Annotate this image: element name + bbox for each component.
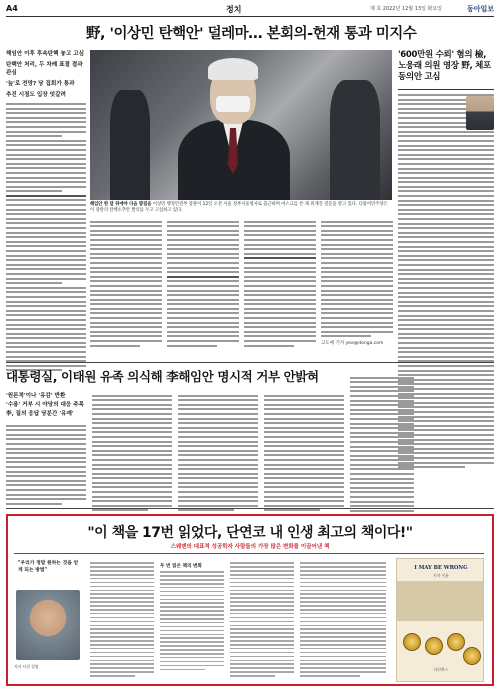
book-publisher: 다산북스 xyxy=(433,667,449,672)
ad-column-heading: 두 번 읽은 책의 변화 xyxy=(160,564,202,569)
story1-subhead: '늪'로 전망? 당 집회가 통과 xyxy=(6,81,75,87)
paper-name: 동아일보 xyxy=(466,4,494,13)
story2-subhead: '원론적'이나 '유감' 반환 xyxy=(6,393,66,399)
text-column xyxy=(264,392,344,514)
story1-subhead: 추진 시점도 입장 엇갈려 xyxy=(6,92,66,98)
award-medal-icon xyxy=(463,647,481,665)
author-photo-caption: 저자 사진 설명 xyxy=(14,664,39,669)
text-column xyxy=(92,392,172,514)
story1-body-text xyxy=(6,103,86,371)
story2-subhead: '수용' 거부 시 야당의 대응 주목 xyxy=(6,402,85,408)
ad-text-column xyxy=(300,560,386,679)
text-column xyxy=(244,218,316,349)
issue-date: 제 호 2022년 12월 13일 화요일 xyxy=(369,6,442,12)
book-cover-art xyxy=(397,581,483,621)
sidebar-headline: '600만원 수뢰' 혐의 檢, 노웅래 의원 영장 野, 체포동의안 고심 xyxy=(398,50,491,82)
story1-subhead: 탄핵안 처리, 두 차례 표결 결과 관심 xyxy=(6,62,83,76)
caption-text: 이상민 행정안전부 장관이 12일 오전 서울 정부서울청사로 출근하며 마스크를 쓴 채 취재진 질문을 받고 있다. 더불어민주당은 이 장관의 탄핵소추안 발의를 두고 고심하고 있다. xyxy=(90,202,388,213)
author-photo xyxy=(16,590,80,660)
story2-subheads xyxy=(6,392,88,419)
text-column xyxy=(167,218,239,349)
caption-lead: 해임안 한 달 뒤에야 다음 발걸음 xyxy=(90,202,152,207)
news-photo xyxy=(90,50,392,200)
story1-body-columns xyxy=(90,218,392,358)
book-advertisement xyxy=(6,514,494,686)
book-cover xyxy=(396,558,484,682)
ad-text-column xyxy=(230,560,294,679)
ad-lead-quote: "우리가 정말 원하는 것을 얻게 되는 방법" xyxy=(18,561,79,573)
sidebar-photo xyxy=(466,96,494,130)
text-column xyxy=(6,422,86,507)
story2-subhead: 李, 질의 응답 당분간 '유예' xyxy=(6,411,74,417)
text-column xyxy=(350,374,414,519)
ad-text-column xyxy=(90,560,154,679)
award-medal-icon xyxy=(447,633,465,651)
ad-divider xyxy=(6,508,494,509)
ad-text-column xyxy=(160,560,224,672)
text-column xyxy=(321,218,393,346)
award-medal-icon xyxy=(403,633,421,651)
section-divider xyxy=(6,362,494,363)
story1-byline: 고도예 기자 yea@donga.com xyxy=(321,341,384,347)
ad-headline: "이 책을 17번 읽었다, 단연코 내 인생 최고의 책이다!" xyxy=(87,525,413,541)
text-column xyxy=(178,392,258,514)
page-number: A4 xyxy=(6,4,18,13)
book-author: 저자 이름 xyxy=(433,573,449,578)
photo-caption xyxy=(90,202,392,213)
text-column xyxy=(90,218,162,349)
story1-headline: 野, '이상민 탄핵안' 덜레마… 본회의-헌재 통과 미지수 xyxy=(86,26,417,42)
book-title: I MAY BE WRONG xyxy=(414,565,468,571)
story1-left-column xyxy=(6,50,86,374)
award-medal-icon xyxy=(425,637,443,655)
page-header xyxy=(6,4,494,17)
story2-headline: 대통령실, 이태원 유족 의식해 李해임안 명시적 거부 안밝혀 xyxy=(6,369,319,384)
ad-subline: 스웨덴의 대표적 성공학자 사람들의 가장 많은 변화를 이끌어낸 책 xyxy=(170,544,330,550)
story1-subhead: 해임안 이후 후속탄핵 놓고 고심 xyxy=(6,51,85,57)
section-title: 정치 xyxy=(226,5,242,14)
